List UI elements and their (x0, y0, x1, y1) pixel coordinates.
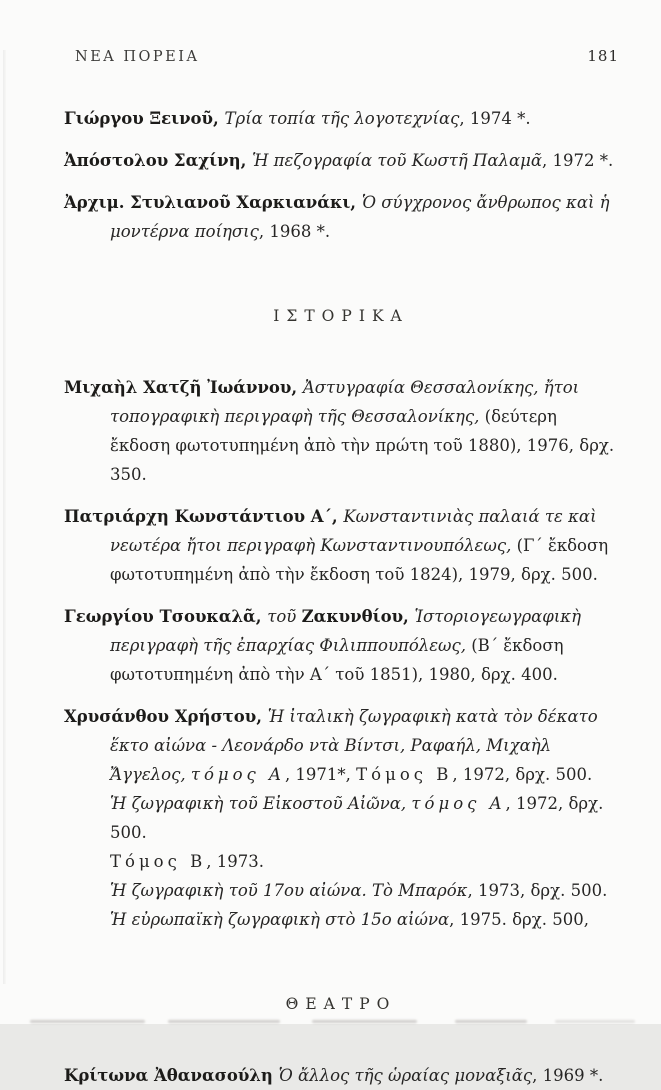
text-segment: Ἡ εὐρωπαϊκὴ ζωγραφικὴ στὸ 15ο αἰώνα (110, 910, 450, 929)
text-segment: Τόμος Β (356, 765, 453, 784)
text-segment: Τρία τοπία τῆς λογοτεχνίας (224, 109, 460, 128)
text-segment: τόμος Α (190, 765, 285, 784)
text-segment: , 1973. (206, 852, 264, 871)
bibliography-entry (64, 188, 618, 246)
bibliography-entry (64, 502, 618, 589)
text-segment: , 1974 *. (459, 109, 531, 128)
section-heading: ΙΣΤΟΡΙΚΑ (273, 307, 409, 325)
text-segment: (Β΄ ἔκδοση φωτοτυπημένη ἀπὸ τὴν Α΄ τοῦ 1851), 1980, δρχ. 400. (110, 636, 564, 684)
text-segment: , 1969 *. (532, 1066, 604, 1085)
bibliography-entry (64, 876, 618, 905)
text-segment: , 1968 *. (258, 222, 331, 241)
bibliography-entry (64, 146, 618, 175)
text-segment: Ἡ ζωγραφικὴ τοῦ Εἰκοστοῦ Αἰῶνα, (110, 794, 412, 813)
text-segment: τόμος Α (411, 794, 506, 813)
bibliography-entry (64, 373, 618, 489)
text-segment: Ἱστοριογεωγραφικὴ περιγραφὴ τῆς ἐπαρχίας Φιλιππουπόλεως, (110, 607, 582, 655)
text-segment: Ἡ ζωγραφικὴ τοῦ 17ου αἰώνα. Τὸ Μπαρόκ (110, 881, 468, 900)
text-segment: Χρυσάνθου Χρήστου, (64, 707, 268, 726)
text-segment: Ἡ πεζογραφία τοῦ Κωστῆ Παλαμᾶ (252, 151, 543, 170)
text-segment: Γιώργου Ξεινοῦ, (64, 109, 225, 128)
text-segment: , 1973, δρχ. 500. (467, 881, 608, 900)
text-segment: Γεωργίου Τσουκαλᾶ, (64, 607, 268, 626)
text-segment: , 1972 *. (542, 151, 614, 170)
journal-title: ΝΕΑ ΠΟΡΕΙΑ (75, 49, 200, 65)
page-header (0, 0, 661, 65)
text-segment: Ζακυνθίου, (301, 607, 415, 626)
text-segment: Τόμος Β (110, 852, 207, 871)
text-segment: τοῦ (267, 607, 302, 626)
text-segment: Ὁ ἄλλος τῆς ὡραίας μοναξιᾶς (278, 1066, 533, 1085)
text-segment: , 1975. δρχ. 500, (449, 910, 589, 929)
text-segment: Κωνσταντινιὰς παλαιά τε καὶ νεωτέρα ἤτοι περιγραφὴ Κωνσταντινουπόλεως, (110, 507, 597, 555)
bibliography-entry (64, 905, 618, 934)
text-segment: Ἀρχιμ. Στυλιανοῦ Χαρκιανάκι, (64, 193, 362, 212)
text-segment: Ἀπόστολου Σαχίνη, (64, 151, 253, 170)
text-segment: Ἀστυγραφία Θεσσαλονίκης, ἤτοι τοπογραφικὴ περιγραφὴ τῆς Θεσσαλονίκης, (110, 378, 580, 426)
text-segment: Κρίτωνα Ἀθανασούλη (64, 1066, 279, 1085)
page-body (0, 65, 661, 1090)
text-segment: Πατριάρχη Κωνστάντιου Α΄, (64, 507, 344, 526)
text-segment: , 1972, δρχ. 500. (110, 794, 604, 842)
text-segment: Μιχαὴλ Χατζῆ Ἰωάννου, (64, 378, 303, 397)
text-segment: , 1972, δρχ. 500. (452, 765, 593, 784)
text-segment: (Γ΄ ἔκδοση φωτοτυπημένη ἀπὸ τὴν ἔκδοση τοῦ 1824), 1979, δρχ. 500. (110, 536, 609, 584)
bibliography-entry (64, 602, 618, 689)
page-number: 181 (587, 47, 619, 65)
bibliography-entry (64, 104, 618, 133)
bibliography-entry (64, 847, 618, 876)
text-segment: Ἡ ἰταλικὴ ζωγραφικὴ κατὰ τὸν δέκατο ἕκτο αἰώνα - Λεονάρδο ντὰ Βίντσι, Ραφαήλ, Μιχαὴλ Ἄγγελος, (110, 707, 598, 784)
bibliography-entry (64, 789, 618, 847)
text-segment: , 1971*, (284, 765, 357, 784)
text-segment: (δεύτερη ἔκδοση φωτοτυπημένη ἀπὸ τὴν πρώτη τοῦ 1880), 1976, δρχ. 350. (110, 407, 615, 484)
text-segment: Ὁ σύγχρονος ἄνθρωπος καὶ ἡ μοντέρνα ποίησις (110, 193, 610, 241)
section-heading: ΘΕΑΤΡΟ (285, 995, 397, 1013)
bibliography-entry (64, 702, 618, 789)
bibliography-entry (64, 1061, 618, 1090)
